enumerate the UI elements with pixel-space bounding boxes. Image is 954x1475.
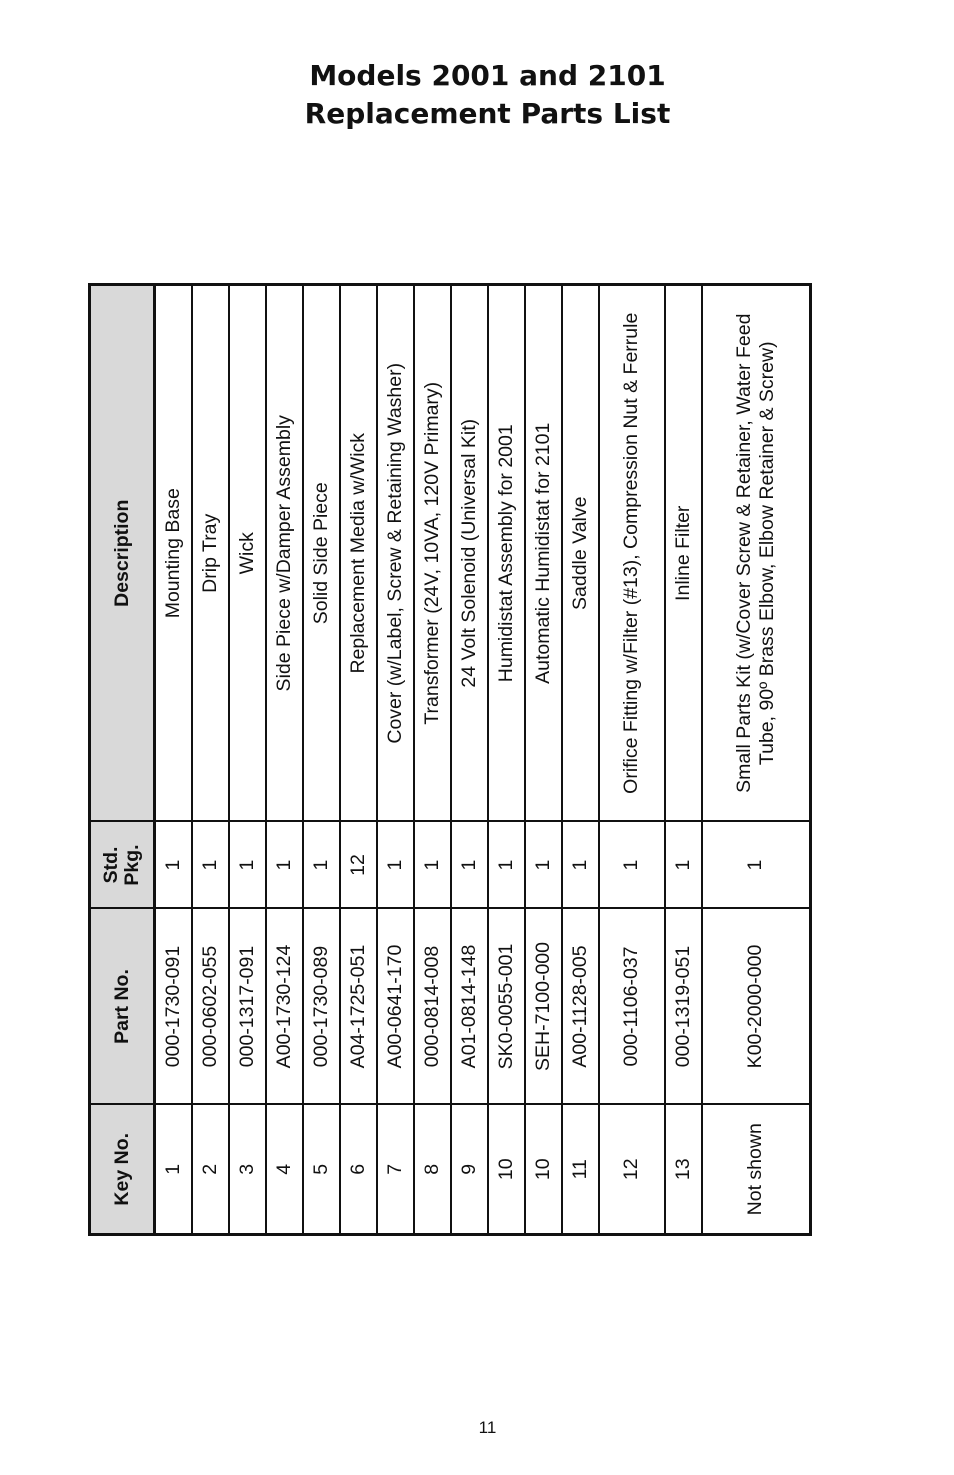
part-no-cell: 000-1317-091: [229, 909, 266, 1105]
table-row: [599, 285, 665, 1235]
header-description: Description: [90, 285, 155, 822]
part-no-cell: A00-0641-170: [377, 909, 414, 1105]
part-no-cell: 000-1730-091: [155, 909, 192, 1105]
key-no-cell: 10: [488, 1105, 525, 1235]
std-pkg-cell: 1: [562, 822, 599, 909]
table-row: [702, 285, 811, 1235]
header-std-line1: Std.: [100, 846, 122, 884]
std-pkg-cell: 1: [303, 822, 340, 909]
key-no-cell: 1: [155, 1105, 192, 1235]
table-row: [340, 285, 377, 1235]
key-no-cell: 10: [525, 1105, 562, 1235]
header-std-line2: Pkg.: [121, 844, 143, 886]
description-cell: Drip Tray: [192, 285, 229, 822]
part-no-cell: 000-1730-089: [303, 909, 340, 1105]
description-cell: Side Piece w/Damper Assembly: [266, 285, 303, 822]
part-no-cell: A04-1725-051: [340, 909, 377, 1105]
table-row: [377, 285, 414, 1235]
key-no-cell: 6: [340, 1105, 377, 1235]
key-no-cell: 8: [414, 1105, 451, 1235]
description-cell: Saddle Valve: [562, 285, 599, 822]
part-no-cell: A00-1128-005: [562, 909, 599, 1105]
std-pkg-cell: 1: [525, 822, 562, 909]
table-row: [665, 285, 702, 1235]
title-line-1: Models 2001 and 2101: [309, 59, 666, 92]
part-no-cell: A01-0814-148: [451, 909, 488, 1105]
part-no-cell: A00-1730-124: [266, 909, 303, 1105]
table-row: [155, 285, 192, 1235]
std-pkg-cell: 12: [340, 822, 377, 909]
description-cell: Automatic Humidistat for 2101: [525, 285, 562, 822]
std-pkg-cell: 1: [451, 822, 488, 909]
header-part-no: Part No.: [90, 909, 155, 1105]
key-no-cell: 12: [599, 1105, 665, 1235]
table-row: [414, 285, 451, 1235]
key-no-cell: 9: [451, 1105, 488, 1235]
key-no-cell: 2: [192, 1105, 229, 1235]
std-pkg-cell: 1: [702, 822, 811, 909]
header-key-no: Key No.: [90, 1105, 155, 1235]
part-no-cell: 000-1106-037: [599, 909, 665, 1105]
std-pkg-cell: 1: [229, 822, 266, 909]
key-no-cell: 5: [303, 1105, 340, 1235]
table-row: [451, 285, 488, 1235]
table-row: [303, 285, 340, 1235]
part-no-cell: 000-0814-008: [414, 909, 451, 1105]
parts-table-body: [155, 285, 811, 1235]
description-cell: Small Parts Kit (w/Cover Screw & Retainer, Water Feed Tube, 90º Brass Elbow, Elbow Retainer & Screw): [702, 285, 811, 822]
table-header-row: [90, 285, 155, 1235]
description-cell: Wick: [229, 285, 266, 822]
description-cell: Humidistat Assembly for 2001: [488, 285, 525, 822]
description-cell: Orifice Fitting w/Filter (#13), Compression Nut & Ferrule: [599, 285, 665, 822]
std-pkg-cell: 1: [665, 822, 702, 909]
parts-table: [88, 283, 812, 1236]
description-cell: Inline Filter: [665, 285, 702, 822]
std-pkg-cell: 1: [377, 822, 414, 909]
key-no-cell: 13: [665, 1105, 702, 1235]
description-cell: Transformer (24V, 10VA, 120V Primary): [414, 285, 451, 822]
table-row: [266, 285, 303, 1235]
description-cell: Mounting Base: [155, 285, 192, 822]
key-no-cell: 7: [377, 1105, 414, 1235]
part-no-cell: 000-1319-051: [665, 909, 702, 1105]
key-no-cell: 3: [229, 1105, 266, 1235]
description-cell: Replacement Media w/Wick: [340, 285, 377, 822]
page-title: [0, 57, 954, 133]
table-row: [229, 285, 266, 1235]
description-cell: Solid Side Piece: [303, 285, 340, 822]
table-row: [488, 285, 525, 1235]
description-cell: Cover (w/Label, Screw & Retaining Washer): [377, 285, 414, 822]
std-pkg-cell: 1: [414, 822, 451, 909]
title-line-2: Replacement Parts List: [304, 97, 671, 130]
page-number: 11: [478, 1418, 497, 1437]
key-no-cell: Not shown: [702, 1105, 811, 1235]
std-pkg-cell: 1: [266, 822, 303, 909]
std-pkg-cell: 1: [155, 822, 192, 909]
part-no-cell: SK0-0055-001: [488, 909, 525, 1105]
std-pkg-cell: 1: [599, 822, 665, 909]
key-no-cell: 11: [562, 1105, 599, 1235]
part-no-cell: 000-0602-055: [192, 909, 229, 1105]
description-cell: 24 Volt Solenoid (Universal Kit): [451, 285, 488, 822]
table-row: [562, 285, 599, 1235]
key-no-cell: 4: [266, 1105, 303, 1235]
table-row: [525, 285, 562, 1235]
parts-table-rotated: [88, 286, 795, 1236]
header-std-pkg: [90, 822, 155, 909]
std-pkg-cell: 1: [192, 822, 229, 909]
part-no-cell: K00-2000-000: [702, 909, 811, 1105]
part-no-cell: SEH-7100-000: [525, 909, 562, 1105]
std-pkg-cell: 1: [488, 822, 525, 909]
table-row: [192, 285, 229, 1235]
